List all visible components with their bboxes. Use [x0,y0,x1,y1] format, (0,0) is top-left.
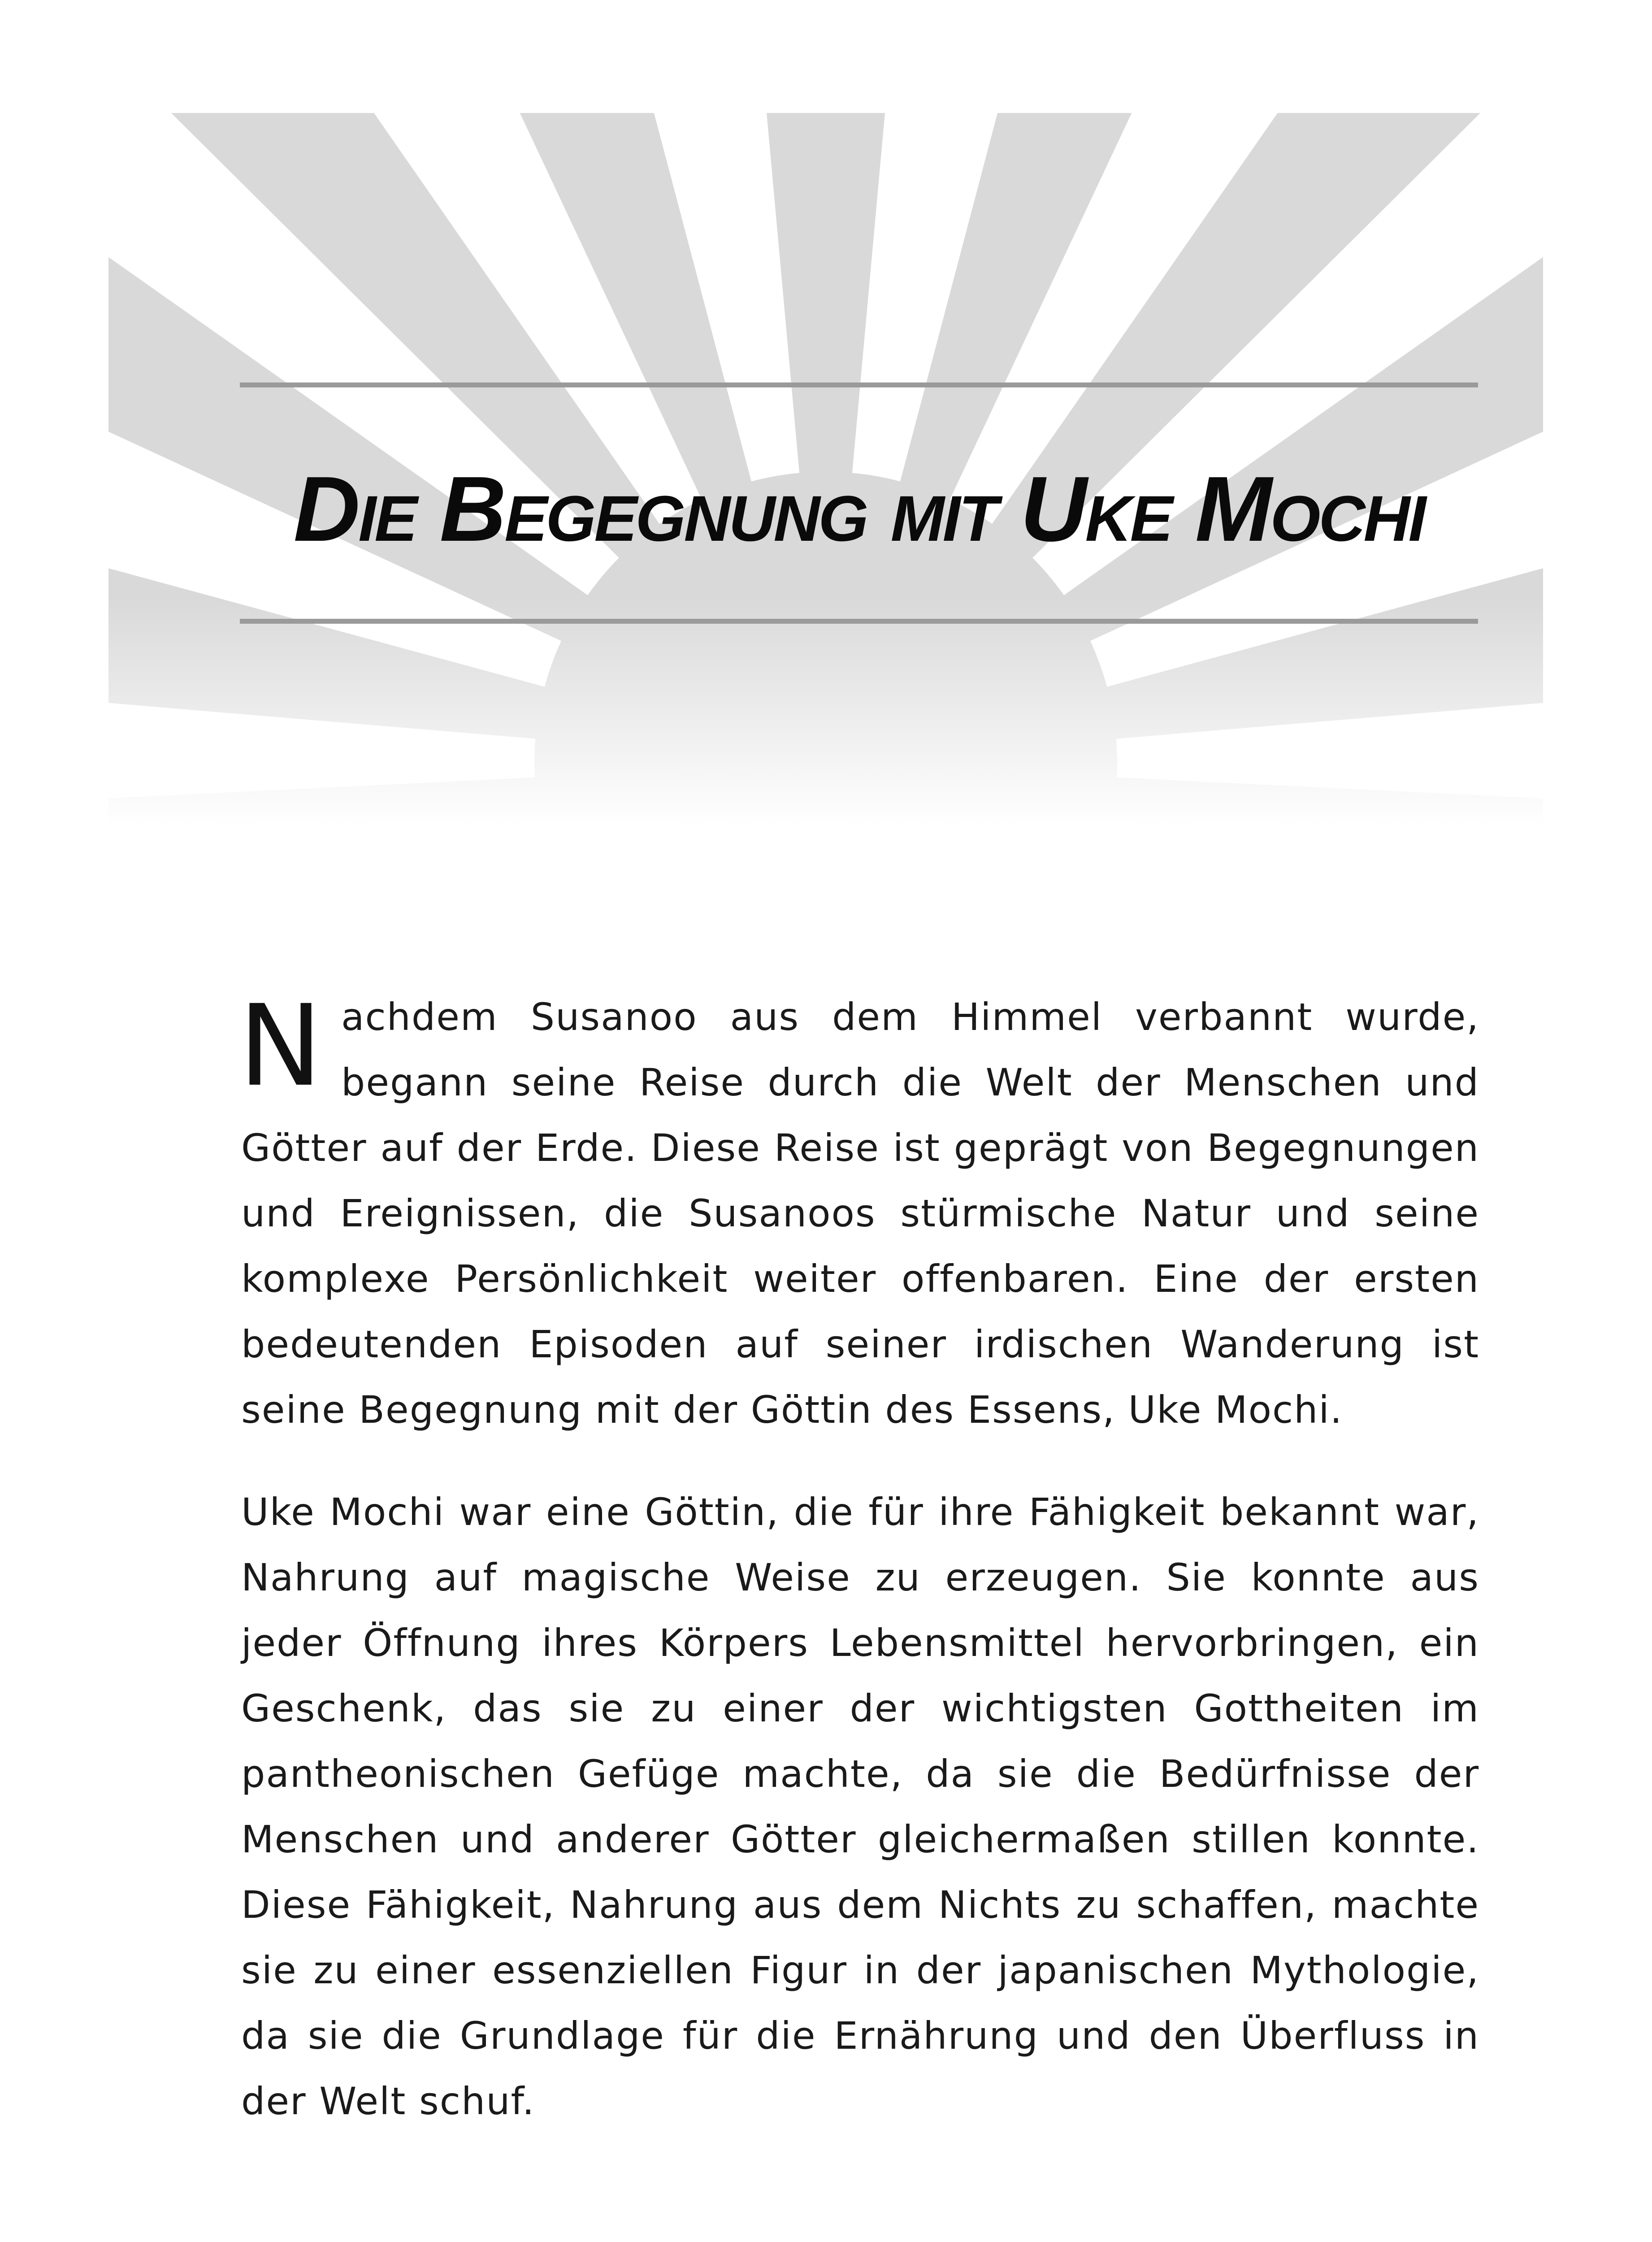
paragraph-1 [238,981,1479,1443]
paragraph-1-text: achdem Susanoo aus dem Himmel verbannt wurde, begann seine Reise durch die Welt der Menschen und Götter auf der Erde. Diese Reise ist geprägt von Begegnungen und Ereignissen, die Susanoos stürmische Natur und seine komplexe Persönlichkeit weiter offenbaren. Eine der ersten bedeutenden Episoden auf seiner irdischen Wanderung ist seine Begegnung mit der Göttin des Essens, Uke Mochi. [241,995,1479,1432]
paragraph-2: Uke Mochi war eine Göttin, die für ihre Fähigkeit bekannt war, Nahrung auf magische Weise zu erzeugen. Sie konnte aus jeder Öffnung ihres Körpers Lebensmittel hervorbringen, ein Geschenk, das sie zu einer der wichtigsten Gottheiten im pantheonischen Gefüge machte, da sie die Bedürfnisse der Menschen und anderer Götter gleichermaßen stillen konnte. Diese Fähigkeit, Nahrung aus dem Nichts zu schaffen, machte sie zu einer essenziellen Figur in der japanischen Mythologie, da sie die Grundlage für die Ernährung und den Überfluss in der Welt schuf. [241,1490,1479,2123]
chapter-body [238,981,1479,2171]
title-rule-top [240,382,1478,387]
drop-cap: N [238,981,324,1111]
chapter-title: Die Begegnung mit Uke Mochi [293,457,1425,560]
title-rule-bottom [240,619,1478,624]
